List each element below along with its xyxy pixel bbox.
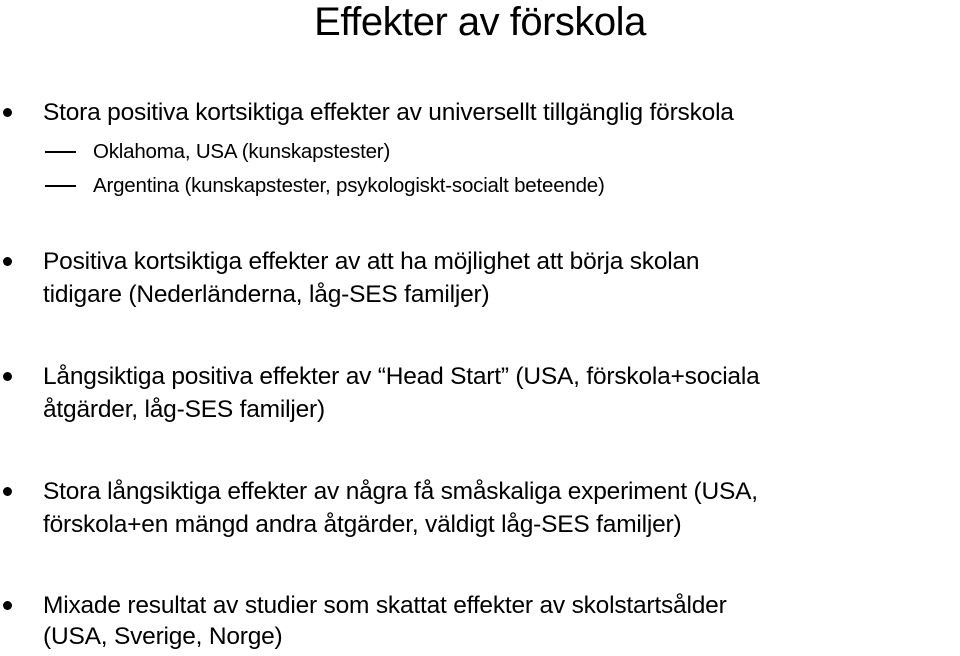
bullet-dot-icon (3, 601, 12, 610)
bullet-dot-icon (3, 487, 12, 496)
slide-title: Effekter av förskola (314, 0, 646, 44)
dash-icon (45, 151, 76, 153)
bullet-text-line: Stora positiva kortsiktiga effekter av universellt tillgänglig förskola (43, 99, 734, 126)
bullet-text-line: åtgärder, låg-SES familjer) (43, 396, 325, 423)
bullet-dot-icon (3, 372, 12, 381)
dash-icon (45, 185, 76, 187)
bullet-dot-icon (3, 257, 12, 266)
sub-bullet-text: Argentina (kunskapstester, psykologiskt-socialt beteende) (93, 174, 605, 197)
bullet-dot-icon (3, 108, 12, 117)
bullet-text-line: Långsiktiga positiva effekter av “Head Start” (USA, förskola+sociala (43, 363, 760, 390)
bullet-text-line: Positiva kortsiktiga effekter av att ha möjlighet att börja skolan (43, 248, 700, 275)
bullet-text-line: tidigare (Nederländerna, låg-SES familjer) (43, 281, 490, 308)
sub-bullet-text: Oklahoma, USA (kunskapstester) (93, 140, 391, 163)
bullet-text-line: förskola+en mängd andra åtgärder, väldigt låg-SES familjer) (43, 511, 682, 538)
bullet-text-line: (USA, Sverige, Norge) (43, 623, 283, 650)
bullet-text-line: Mixade resultat av studier som skattat effekter av skolstartsålder (43, 592, 727, 619)
bullet-text-line: Stora långsiktiga effekter av några få småskaliga experiment (USA, (43, 478, 758, 505)
